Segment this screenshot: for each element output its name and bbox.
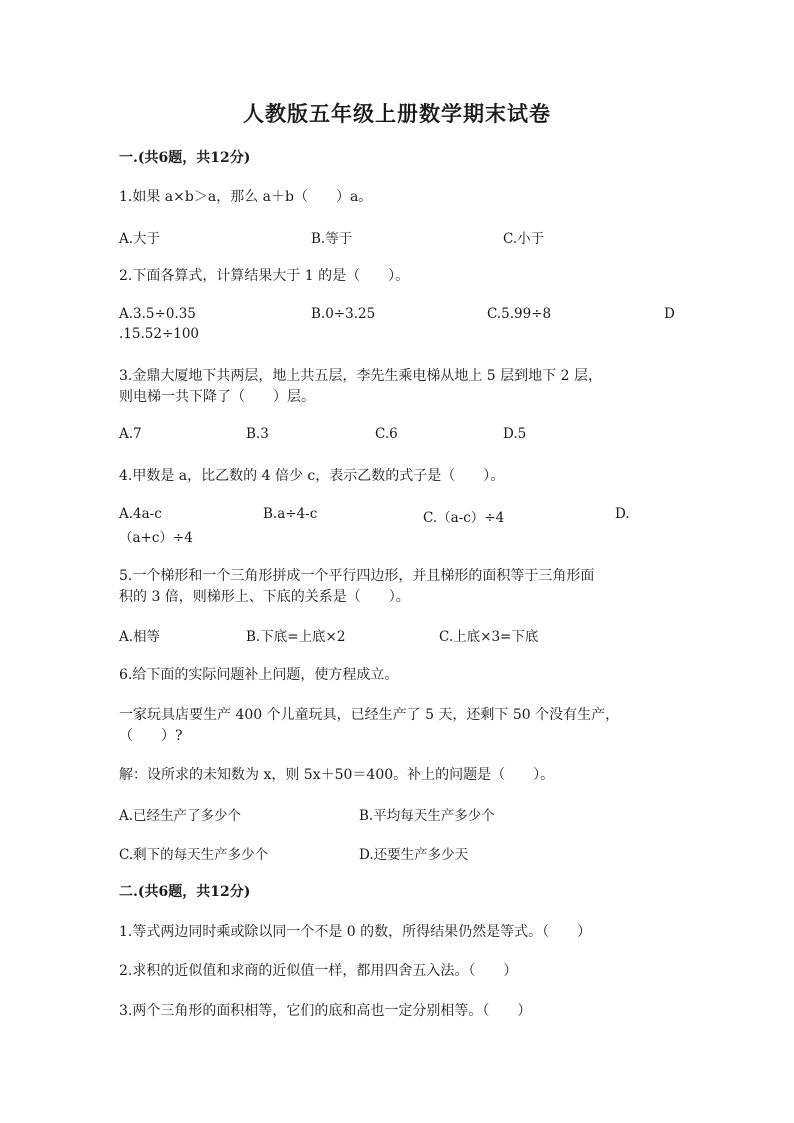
- q6-problem-line2: （ ）?: [119, 728, 183, 744]
- q6-stem: 6.给下面的实际问题补上问题，使方程成立。: [119, 667, 399, 683]
- q6-option-b: B.平均每天生产多少个: [359, 808, 495, 824]
- s2-q3: 3.两个三角形的面积相等，它们的底和高也一定分别相等。（ ）: [119, 1003, 532, 1019]
- page-title: 人教版五年级上册数学期末试卷: [243, 101, 551, 126]
- q2-option-c: C.5.99÷8: [487, 306, 552, 322]
- q2-option-d: .15.52÷100: [119, 326, 200, 342]
- q6-option-c: C.剩下的每天生产多少个: [119, 847, 269, 863]
- q1-option-a: A.大于: [119, 231, 161, 247]
- q2-option-d-prefix: D: [664, 306, 675, 322]
- section2-heading: 二.(共6题，共12分): [119, 884, 251, 900]
- s2-q1: 1.等式两边同时乘或除以同一个不是 0 的数，所得结果仍然是等式。（ ）: [119, 924, 592, 940]
- q3-option-c: C.6: [375, 426, 398, 442]
- section1-heading: 一.(共6题，共12分): [119, 150, 251, 166]
- q1-stem: 1.如果 a×b＞a，那么 a＋b（ ）a。: [119, 189, 373, 205]
- q2-option-a: A.3.5÷0.35: [119, 306, 196, 322]
- q3-stem-line1: 3.金鼎大厦地下共两层，地上共五层，李先生乘电梯从地上 5 层到地下 2 层，: [119, 368, 602, 384]
- q4-stem: 4.甲数是 a，比乙数的 4 倍少 c，表示乙数的式子是（ ）。: [119, 468, 505, 484]
- q5-option-b: B.下底=上底×2: [246, 629, 346, 645]
- q3-stem-line2: 则电梯一共下降了（ ）层。: [119, 389, 315, 405]
- q1-option-b: B.等于: [311, 231, 353, 247]
- q5-stem-line2: 积的 3 倍，则梯形上、下底的关系是（ ）。: [119, 589, 410, 605]
- s2-q2: 2.求积的近似值和求商的近似值一样，都用四舍五入法。（ ）: [119, 963, 518, 979]
- q5-option-a: A.相等: [119, 629, 161, 645]
- q5-stem-line1: 5.一个梯形和一个三角形拼成一个平行四边形，并且梯形的面积等于三角形面: [119, 568, 595, 584]
- q3-option-a: A.7: [119, 426, 142, 442]
- q6-solution: 解：设所求的未知数为 x，则 5x＋50＝400。补上的问题是（ ）。: [119, 767, 555, 783]
- q2-option-b: B.0÷3.25: [311, 306, 376, 322]
- q4-option-c: C.（a-c）÷4: [423, 510, 505, 526]
- q4-option-a: A.4a-c: [119, 506, 162, 522]
- q1-option-c: C.小于: [503, 231, 545, 247]
- q3-option-b: B.3: [246, 426, 269, 442]
- q2-stem: 2.下面各算式，计算结果大于 1 的是（ ）。: [119, 268, 410, 284]
- q6-option-d: D.还要生产多少天: [359, 847, 469, 863]
- q6-problem-line1: 一家玩具店要生产 400 个儿童玩具，已经生产了 5 天，还剩下 50 个没有生产，: [119, 707, 620, 723]
- q4-option-d: （a+c）÷4: [119, 530, 193, 546]
- q3-option-d: D.5: [503, 426, 527, 442]
- q6-option-a: A.已经生产了多少个: [119, 808, 242, 824]
- q4-option-b: B.a÷4-c: [263, 506, 318, 522]
- q4-option-d-prefix: D.: [615, 506, 630, 522]
- q5-option-c: C.上底×3=下底: [439, 629, 539, 645]
